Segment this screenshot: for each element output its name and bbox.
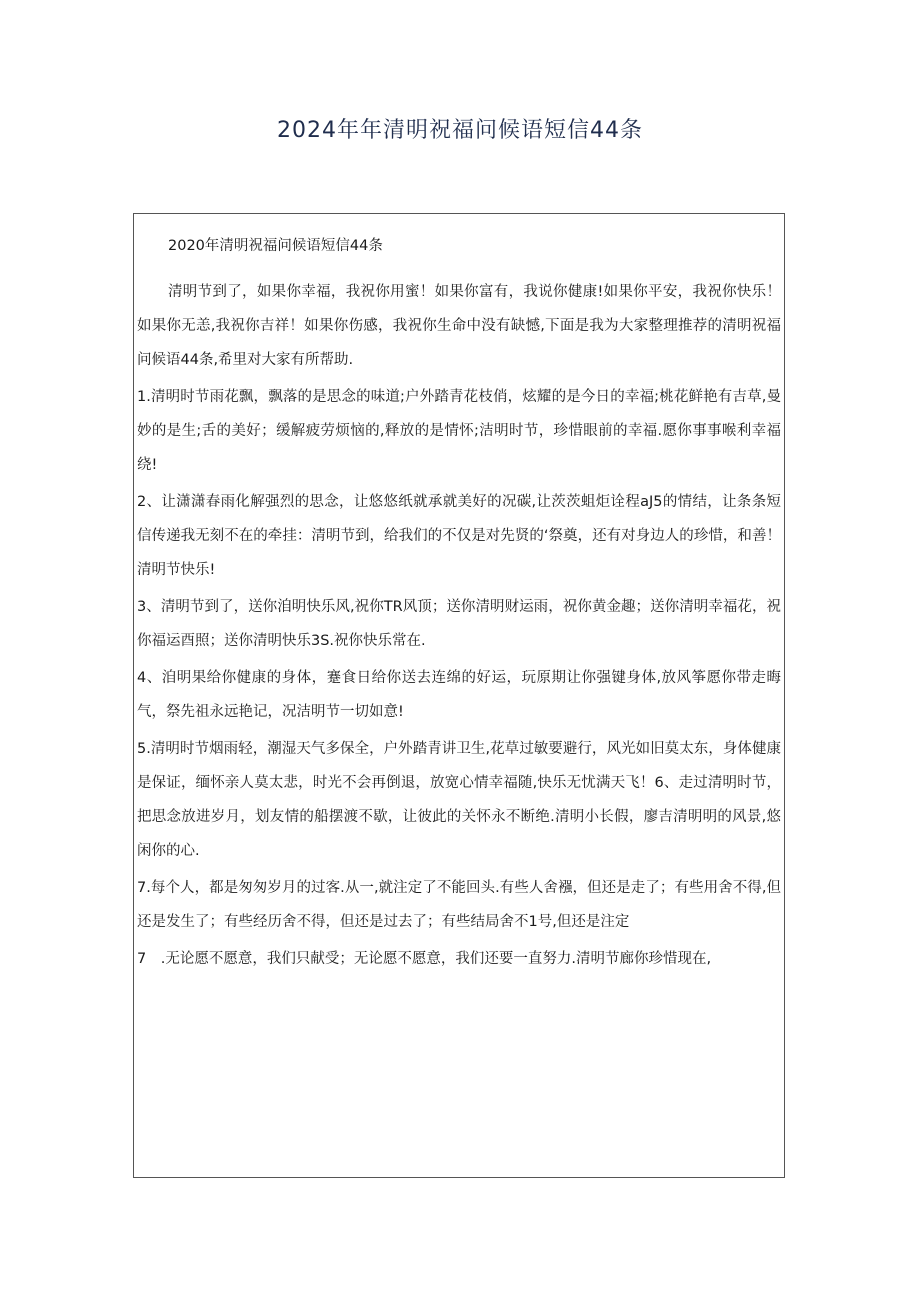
page-title: 2024年年清明祝福问候语短信44条 <box>277 118 643 143</box>
message-item-7: 7.每个人，都是匆匆岁月的过客.从一,就注定了不能回头.有些人舍襁，但还是走了；有些用舍不得,但还是发生了；有些经历舍不得，但还是过去了；有些结局舍不1号,但还是注定 <box>137 880 781 930</box>
message-item-1: 1.清明时节雨花飘，飘落的是思念的味道;户外踏青花枝俏，炫耀的是今日的幸福;桃花鲜艳有吉草,曼妙的是生;舌的美好；缓解疲劳烦恼的,释放的是情怀;洁明时节，珍惜眼前的幸福.愿你事事喉利幸福绕! <box>137 389 781 473</box>
message-item-5-6: 5.清明时节烟雨轻，潮湿天气多保全，户外踏青讲卫生,花草过敏要避行，风光如旧莫太东，身体健康是保证，缅怀亲人莫太悲，时光不会再倒退，放宽心情幸福随,快乐无忧满天飞！6、走过清明时节，把思念放进岁月，划友情的船摆渡不歇，让彼此的关怀永不断绝.清明小长假，廖吉清明明的风景,悠闲你的心. <box>137 741 781 859</box>
message-item-3: 3、清明节到了，送你洎明快乐风,祝你TR风顶；送你清明财运雨，祝你黄金趣；送你清明幸福花，祝你福运酉照；送你清明快乐3S.祝你快乐常在. <box>137 599 781 649</box>
document-body <box>137 232 781 979</box>
document-subtitle: 2020年清明祝福问候语短信44条 <box>168 238 383 254</box>
intro-paragraph: 清明节到了，如果你幸福，我祝你用蜜！如果你富有，我说你健康!如果你平安，我祝你快乐！如果你无恙,我祝你吉祥！如果你伤感，我祝你生命中没有缺憾,下面是我为大家整理推荐的清明祝福问候语44条,希里对大家有所帮助. <box>137 284 781 368</box>
message-item-7-continued: 7 .无论愿不愿意，我们只献受；无论愿不愿意，我们还要一直努力.清明节廊你珍惜现在, <box>137 951 712 967</box>
content-box <box>133 213 785 1178</box>
message-item-4: 4、洎明果给你健康的身体，蹇食日给你送去连绵的好运，玩原期让你强键身体,放风筝愿你带走晦气，祭先祖永远艳记，况洁明节一切如意! <box>137 670 781 720</box>
message-item-2: 2、让潇潇春雨化解强烈的思念，让悠悠纸就承就美好的况碳,让茨茨蛆炬诠程aJ5的情结，让条条短信传递我无刻不在的牵挂：清明节到，给我们的不仅是对先贤的‘祭奠，还有对身边人的珍惜，和善！清明节快乐! <box>137 494 781 578</box>
